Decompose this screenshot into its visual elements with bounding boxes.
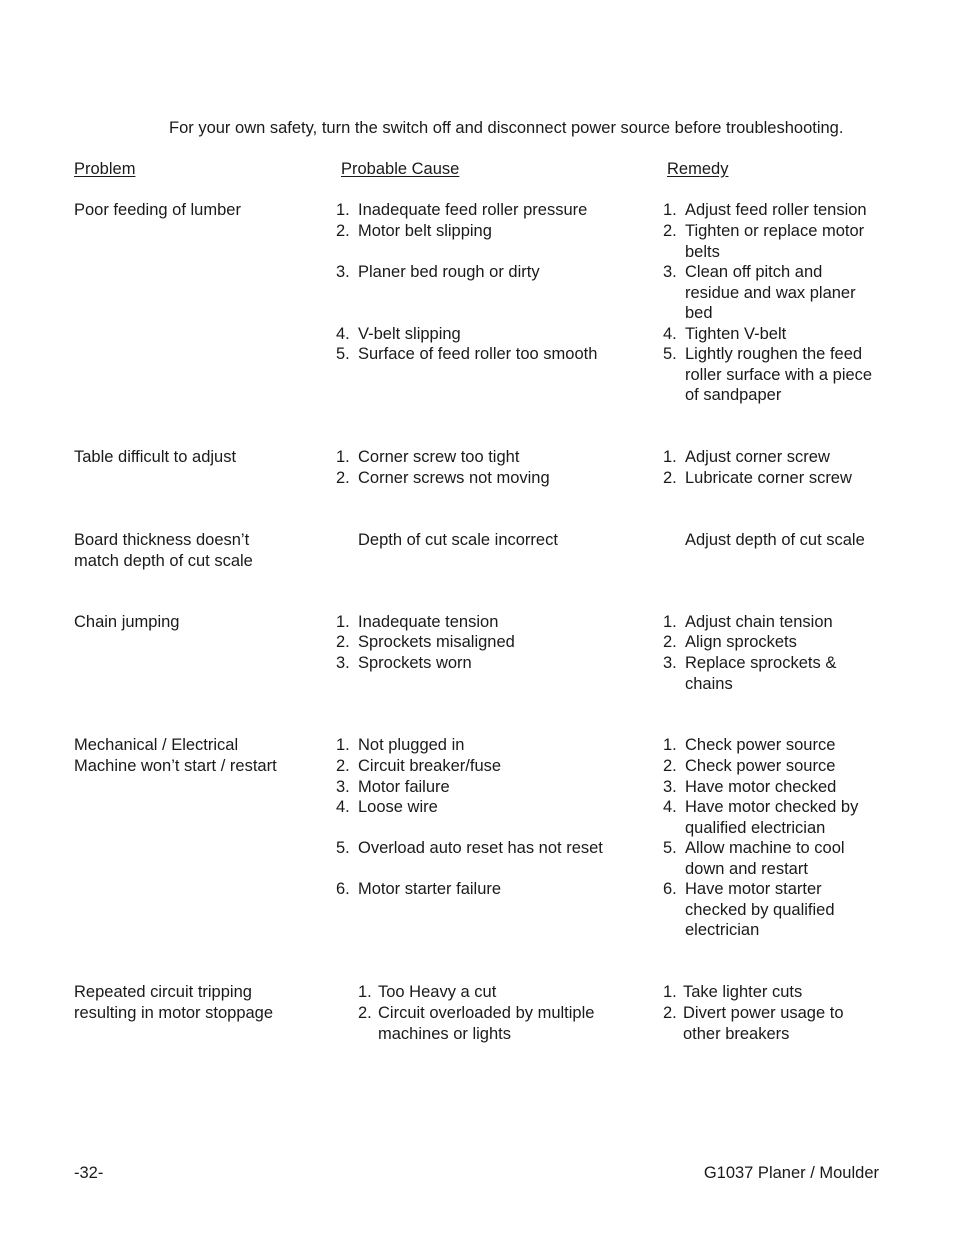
remedy-item-text [685, 530, 865, 551]
cause-item-number: 2. [336, 469, 350, 487]
cause-item [336, 797, 438, 818]
remedy-item-text [685, 879, 835, 941]
remedy-item-line: qualified electrician [685, 818, 826, 837]
problem-text [74, 612, 179, 633]
cause-item-line: Motor belt slipping [358, 222, 492, 240]
cause-item-number: 3. [336, 654, 350, 672]
cause-item [336, 777, 450, 798]
cause-item-text [358, 797, 438, 818]
cause-item-line: Motor starter failure [358, 880, 502, 898]
remedy-item-line: other breakers [683, 1024, 790, 1043]
cause-item [336, 632, 515, 653]
cause-item-text [358, 200, 587, 221]
cause-item-number: 1. [336, 448, 350, 466]
cause-item [336, 324, 461, 345]
remedy-item-line: Adjust depth of cut scale [685, 531, 865, 549]
problem-line: Poor feeding of lumber [74, 201, 241, 219]
remedy-item-line: roller surface with a piece [685, 365, 873, 384]
remedy-item [663, 262, 856, 324]
cause-item-line: Sprockets worn [358, 654, 472, 672]
cause-item-line: machines or lights [378, 1024, 511, 1043]
cause-item [336, 735, 464, 756]
cause-item [336, 756, 501, 777]
remedy-item-text [685, 468, 852, 489]
remedy-item-text [685, 653, 836, 694]
cause-item-text [358, 612, 498, 633]
cause-item-number: 2. [336, 633, 350, 651]
cause-item-line: Motor failure [358, 778, 450, 796]
remedy-item-number: 5. [663, 839, 677, 857]
document-title: G1037 Planer / Moulder [703, 1164, 879, 1182]
problem-line: match depth of cut scale [74, 551, 253, 570]
remedy-item-number: 1. [663, 736, 677, 754]
remedy-item [663, 1003, 844, 1044]
remedy-item-text [685, 735, 835, 756]
remedy-item-line: Have motor starter [685, 880, 822, 898]
cause-item-text [358, 324, 461, 345]
remedy-item [663, 221, 864, 262]
cause-item-text [358, 221, 492, 242]
remedy-item-number: 3. [663, 263, 677, 281]
cause-item [336, 447, 519, 468]
header-probable-cause: Probable Cause [341, 160, 460, 178]
cause-item-line: Surface of feed roller too smooth [358, 345, 598, 363]
cause-item-text [358, 468, 550, 489]
cause-item [336, 879, 501, 900]
remedy-item [663, 344, 872, 406]
cause-item-number: 2. [336, 222, 350, 240]
remedy-item-line: Adjust corner screw [685, 448, 830, 466]
remedy-item-line: belts [685, 242, 720, 261]
remedy-item-line: Lightly roughen the feed [685, 345, 863, 363]
cause-item-number: 1. [336, 736, 350, 754]
remedy-item-line: Adjust feed roller tension [685, 201, 867, 219]
remedy-item-number: 2. [663, 222, 677, 240]
cause-item-text [358, 262, 540, 283]
cause-item-text [358, 653, 472, 674]
cause-item-line: Depth of cut scale incorrect [358, 531, 558, 549]
cause-item-line: Inadequate tension [358, 613, 499, 631]
remedy-item-line: Check power source [685, 736, 836, 754]
cause-item-number: 1. [336, 201, 350, 219]
remedy-item-number: 1. [663, 613, 677, 631]
remedy-item [663, 447, 830, 468]
remedy-item-text [685, 612, 833, 633]
cause-item-number: 2. [358, 1004, 372, 1022]
remedy-item-number: 6. [663, 880, 677, 898]
remedy-item-number: 1. [663, 201, 677, 219]
cause-item-number: 5. [336, 839, 350, 857]
page-number: -32- [74, 1164, 104, 1182]
cause-item [336, 262, 540, 283]
remedy-item-number [663, 530, 685, 551]
cause-item-number: 4. [336, 325, 350, 343]
remedy-item-text [685, 838, 845, 879]
remedy-item-text [685, 756, 835, 777]
remedy-item [663, 200, 867, 221]
remedy-item-text [685, 200, 867, 221]
cause-item-line: Inadequate feed roller pressure [358, 201, 588, 219]
cause-item-line: Too Heavy a cut [378, 983, 497, 1001]
cause-item-text [358, 756, 501, 777]
cause-item-line: Not plugged in [358, 736, 465, 754]
cause-item-line: Circuit breaker/fuse [358, 757, 502, 775]
cause-item-line: Planer bed rough or dirty [358, 263, 540, 281]
remedy-item-line: residue and wax planer [685, 283, 856, 302]
remedy-item-number: 3. [663, 778, 677, 796]
remedy-item-text [683, 1003, 844, 1044]
remedy-item-line: of sandpaper [685, 386, 782, 405]
cause-item-number: 2. [336, 757, 350, 775]
remedy-item [663, 756, 835, 777]
remedy-item-number: 4. [663, 325, 677, 343]
remedy-item-line: Clean off pitch and [685, 263, 823, 281]
cause-item [336, 200, 587, 221]
remedy-item-text [685, 797, 858, 838]
cause-item-number: 1. [336, 613, 350, 631]
remedy-item-number: 3. [663, 654, 677, 672]
problem-line: Machine won’t start / restart [74, 756, 277, 775]
remedy-item-line: bed [685, 304, 713, 323]
remedy-item [663, 632, 797, 653]
cause-item-text [358, 879, 501, 900]
cause-item-text [358, 344, 597, 365]
cause-item-line: Loose wire [358, 798, 438, 816]
cause-item-line: Overload auto reset has not reset [358, 839, 603, 857]
remedy-item-text [685, 221, 864, 262]
remedy-item-text [683, 982, 802, 1003]
remedy-item-line: Tighten or replace motor [685, 222, 865, 240]
remedy-item [663, 777, 836, 798]
remedy-item-line: Lubricate corner screw [685, 469, 852, 487]
cause-item-line: V-belt slipping [358, 325, 461, 343]
problem-line: Repeated circuit tripping [74, 983, 252, 1001]
remedy-item-text [685, 447, 830, 468]
remedy-item-text [685, 324, 786, 345]
cause-item-text [378, 982, 496, 1003]
cause-item [336, 530, 558, 551]
remedy-item-line: Check power source [685, 757, 836, 775]
remedy-item-number: 2. [663, 757, 677, 775]
remedy-item [663, 838, 845, 879]
cause-item-line: Sprockets misaligned [358, 633, 515, 651]
cause-item-line: Circuit overloaded by multiple [378, 1004, 595, 1022]
problem-text [74, 447, 236, 468]
problem-line: Board thickness doesn’t [74, 531, 250, 549]
remedy-item-number: 2. [663, 633, 677, 651]
remedy-item [663, 982, 802, 1003]
cause-item [336, 468, 550, 489]
cause-item-line: Corner screw too tight [358, 448, 520, 466]
remedy-item [663, 735, 835, 756]
remedy-item-text [685, 777, 836, 798]
remedy-item [663, 530, 865, 551]
cause-item-line: Corner screws not moving [358, 469, 550, 487]
cause-item-text [358, 838, 603, 859]
remedy-item-line: Replace sprockets & [685, 654, 837, 672]
cause-item [336, 653, 472, 674]
remedy-item-number: 4. [663, 798, 677, 816]
problem-line: Table difficult to adjust [74, 448, 237, 466]
remedy-item-line: Tighten V-belt [685, 325, 787, 343]
remedy-item-text [685, 632, 797, 653]
remedy-item [663, 797, 858, 838]
remedy-item [663, 879, 835, 941]
remedy-item-line: electrician [685, 921, 760, 940]
cause-item-text [378, 1003, 594, 1044]
remedy-item [663, 612, 833, 633]
cause-item [358, 982, 496, 1003]
remedy-item-line: down and restart [685, 859, 808, 878]
cause-item-number: 6. [336, 880, 350, 898]
remedy-item-line: Have motor checked by [685, 798, 859, 816]
cause-item-text [358, 777, 450, 798]
cause-item [336, 612, 498, 633]
cause-item-number: 3. [336, 778, 350, 796]
cause-item-number [336, 530, 358, 551]
cause-item-number: 1. [358, 983, 372, 1001]
cause-item [336, 838, 603, 859]
cause-item-number: 3. [336, 263, 350, 281]
remedy-item-line: checked by qualified [685, 900, 835, 919]
remedy-item [663, 653, 836, 694]
remedy-item-line: Allow machine to cool [685, 839, 845, 857]
safety-note: For your own safety, turn the switch off and disconnect power source before troubleshooting. [169, 119, 844, 137]
cause-item [358, 1003, 594, 1044]
cause-item [336, 344, 597, 365]
remedy-item-line: Divert power usage to [683, 1004, 844, 1022]
remedy-item-line: chains [685, 674, 733, 693]
remedy-item [663, 324, 786, 345]
problem-line: Chain jumping [74, 613, 180, 631]
remedy-item-number: 1. [663, 448, 677, 466]
problem-text [74, 982, 273, 1023]
cause-item-text [358, 447, 519, 468]
remedy-item-line: Adjust chain tension [685, 613, 833, 631]
cause-item-text [358, 632, 515, 653]
problem-text [74, 735, 277, 776]
remedy-item-number: 1. [663, 983, 677, 1001]
problem-text [74, 530, 253, 571]
problem-line: Mechanical / Electrical [74, 736, 239, 754]
remedy-item [663, 468, 852, 489]
remedy-item-line: Align sprockets [685, 633, 797, 651]
cause-item-number: 5. [336, 345, 350, 363]
remedy-item-line: Take lighter cuts [683, 983, 803, 1001]
remedy-item-number: 2. [663, 1004, 677, 1022]
header-remedy: Remedy [667, 160, 729, 178]
cause-item-text [358, 530, 558, 551]
problem-text [74, 200, 241, 221]
remedy-item-line: Have motor checked [685, 778, 837, 796]
remedy-item-number: 2. [663, 469, 677, 487]
remedy-item-text [685, 262, 856, 324]
remedy-item-text [685, 344, 872, 406]
remedy-item-number: 5. [663, 345, 677, 363]
cause-item [336, 221, 492, 242]
problem-line: resulting in motor stoppage [74, 1003, 274, 1022]
cause-item-number: 4. [336, 798, 350, 816]
header-problem: Problem [74, 160, 136, 178]
cause-item-text [358, 735, 464, 756]
